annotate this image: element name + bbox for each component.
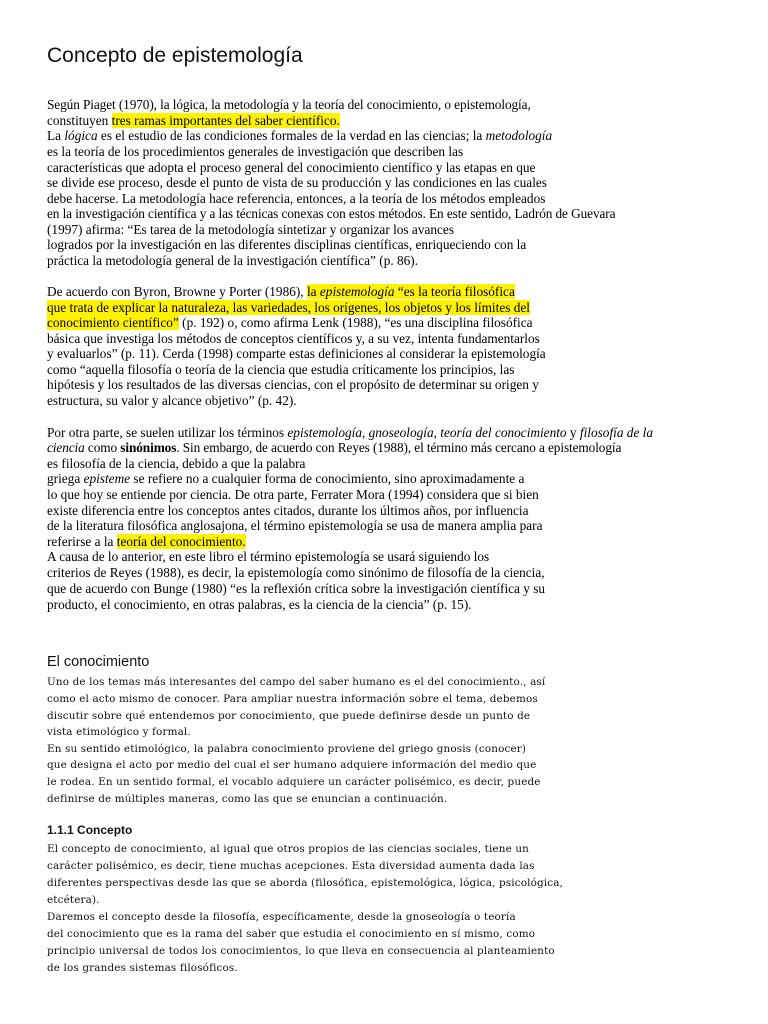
highlight-la-epistemologia xyxy=(307,284,515,299)
p1-line-7: debe hacerse. La metodología hace referencia, entonces, a la teoría de los métodos empleados xyxy=(47,191,546,206)
p1-line-2-text: constituyen xyxy=(47,113,112,128)
section-line-8: definirse de múltiples maneras, como las que se enuncian a continuación. xyxy=(47,793,448,805)
subsection-line-1: El concepto de conocimiento, al igual que otros propios de las ciencias sociales, tiene un xyxy=(47,843,530,855)
p3-line-5: lo que hoy se entiende por ciencia. De otra parte, Ferrater Mora (1994) considera que si bien xyxy=(47,487,539,502)
page-title: Concepto de epistemología xyxy=(47,44,303,67)
p1-line-8: en la investigación científica y a las técnicas conexas con estos métodos. En este sentido, Ladrón de Guevara xyxy=(47,206,616,221)
section-line-3: discutir sobre qué entendemos por conocimiento, que puede definirse desde un punto de xyxy=(47,710,531,722)
section-line-6: que designa el acto por medio del cual el ser humano adquiere información del medio que xyxy=(47,759,537,771)
p2-line-1-a: De acuerdo con Byron, Browne y Porter (1986), xyxy=(47,284,307,299)
p2-line-1 xyxy=(47,284,515,300)
p3-line-1-c: y xyxy=(566,425,580,440)
section-line-4: vista etimológico y formal. xyxy=(47,726,191,738)
term-metodologia: metodología xyxy=(485,128,553,143)
subsection-line-6: del conocimiento que es la rama del saber que estudia el conocimiento en sí mismo, como xyxy=(47,928,536,940)
p2-line-3-b: (p. 192) o, como afirma Lenk (1988), “es una disciplina filosófica xyxy=(178,315,533,330)
p1-line-5: características que adopta el proceso general del conocimiento científico y las etapas en que xyxy=(47,160,536,175)
p1-line-9: (1997) afirma: “Es tarea de la metodología sintetizar y organizar los avances xyxy=(47,222,454,237)
p3-line-2-d: . Sin embargo, de acuerdo con Reyes (1988), el término más cercano a epistemología xyxy=(176,440,622,455)
subsection-line-2: carácter polisémico, es decir, tiene muchas acepciones. Esta diversidad aumenta dada las xyxy=(47,860,535,872)
p3-line-4 xyxy=(47,471,524,487)
p1-line-10: logrados por la investigación en las diferentes disciplinas científicas, enriqueciendo con la xyxy=(47,237,527,252)
p2-line-8: estructura, su valor y alcance objetivo” (p. 42). xyxy=(47,393,297,408)
p1-line-4: es la teoría de los procedimientos generales de investigación que describen las xyxy=(47,144,464,159)
p1-line-6: se divide ese proceso, desde el punto de vista de su producción y las condiciones en las cuales xyxy=(47,175,547,190)
section-line-5: En su sentido etimológico, la palabra conocimiento proviene del griego gnosis (conocer) xyxy=(47,743,527,755)
term-epistemologia: epistemología xyxy=(319,284,395,299)
highlight-teoria-del-conocimiento: teoría del conocimiento. xyxy=(116,534,246,549)
subsection-line-3: diferentes perspectivas desde las que se aborda (filosófica, epistemológica, lógica, psicológica, xyxy=(47,877,564,889)
term-filosofia: filosofía de la xyxy=(579,425,654,440)
p2-line-1-d: “es la teoría filosófica xyxy=(394,284,515,299)
p1-line-3-c: es el estudio de las condiciones formales de la verdad en las ciencias; la xyxy=(97,128,486,143)
p3-line-2-b: como xyxy=(84,440,121,455)
p2-line-7: hipótesis y los resultados de las diversas ciencias, con el propósito de determinar su origen y xyxy=(47,377,539,392)
subsection-line-8: de los grandes sistemas filosóficos. xyxy=(47,962,238,974)
p1-line-3 xyxy=(47,128,552,144)
p1-line-2 xyxy=(47,113,340,129)
p3-line-6: existe diferencia entre los conceptos antes citados, durante los últimos años, por influencia xyxy=(47,503,529,518)
p3-line-11: que de acuerdo con Bunge (1980) “es la reflexión crítica sobre la investigación científica y su xyxy=(47,581,546,596)
p3-line-4-a: griega xyxy=(47,471,84,486)
term-logica: lógica xyxy=(64,128,98,143)
p2-line-5: y evaluarlos” (p. 11). Cerda (1998) comparte estas definiciones al considerar la epistemología xyxy=(47,346,546,361)
p3-line-1 xyxy=(47,425,653,441)
p2-line-1-b: la xyxy=(306,284,320,299)
p3-line-8 xyxy=(47,534,246,550)
p3-line-2 xyxy=(47,440,621,456)
p3-line-3: es filosofía de la ciencia, debido a que la palabra xyxy=(47,456,306,471)
p2-line-2 xyxy=(47,300,530,316)
p1-line-1: Según Piaget (1970), la lógica, la metodología y la teoría del conocimiento, o epistemología, xyxy=(47,97,531,112)
p3-line-4-c: se refiere no a cualquier forma de conocimiento, sino aproximadamente a xyxy=(130,471,525,486)
p2-line-6: como “aquella filosofía o teoría de la ciencia que estudia críticamente los principios, las xyxy=(47,362,515,377)
section-line-1: Uno de los temas más interesantes del campo del saber humano es el del conocimiento., así xyxy=(47,676,546,688)
subsection-heading: 1.1.1 Concepto xyxy=(47,823,133,837)
p2-line-4: básica que investiga los métodos de conceptos científicos y, a su vez, intenta fundamentarlos xyxy=(47,331,540,346)
p3-line-1-a: Por otra parte, se suelen utilizar los términos xyxy=(47,425,288,440)
p3-line-9: A causa de lo anterior, en este libro el término epistemología se usará siguiendo los xyxy=(47,549,490,564)
highlight-conocimiento-cientifico: conocimiento científico” xyxy=(47,315,179,330)
highlight-naturaleza: que trata de explicar la naturaleza, las variedades, los orígenes, los objetos y los límites del xyxy=(47,300,530,315)
subsection-line-4: etcétera). xyxy=(47,894,100,906)
terms-list: epistemología, gnoseología, teoría del conocimiento xyxy=(287,425,567,440)
section-heading: El conocimiento xyxy=(47,654,150,670)
section-line-2: como el acto mismo de conocer. Para ampliar nuestra información sobre el tema, debemos xyxy=(47,693,538,705)
p3-line-7: de la literatura filosófica anglosajona, el término epistemología se usa de manera amplia para xyxy=(47,518,543,533)
subsection-line-5: Daremos el concepto desde la filosofía, específicamente, desde la gnoseología o teoría xyxy=(47,911,516,923)
subsection-line-7: principio universal de todos los conocimientos, lo que lleva en consecuencia al planteamiento xyxy=(47,945,555,957)
p3-line-12: producto, el conocimiento, en otras palabras, es la ciencia de la ciencia” (p. 15). xyxy=(47,597,472,612)
highlight-tres-ramas: tres ramas importantes del saber científico. xyxy=(111,113,340,128)
term-sinonimos: sinónimos xyxy=(120,440,177,455)
p2-line-3 xyxy=(47,315,533,331)
term-episteme: episteme xyxy=(83,471,131,486)
section-line-7: le rodea. En un sentido formal, el vocablo adquiere un carácter polisémico, es decir, puede xyxy=(47,776,541,788)
p1-line-11: práctica la metodología general de la investigación científica” (p. 86). xyxy=(47,253,419,268)
p3-line-10: criterios de Reyes (1988), es decir, la epistemología como sinónimo de filosofía de la ciencia, xyxy=(47,565,545,580)
term-ciencia: ciencia xyxy=(47,440,85,455)
p3-line-8-a: referirse a la xyxy=(47,534,117,549)
p1-line-3-a: La xyxy=(47,128,65,143)
